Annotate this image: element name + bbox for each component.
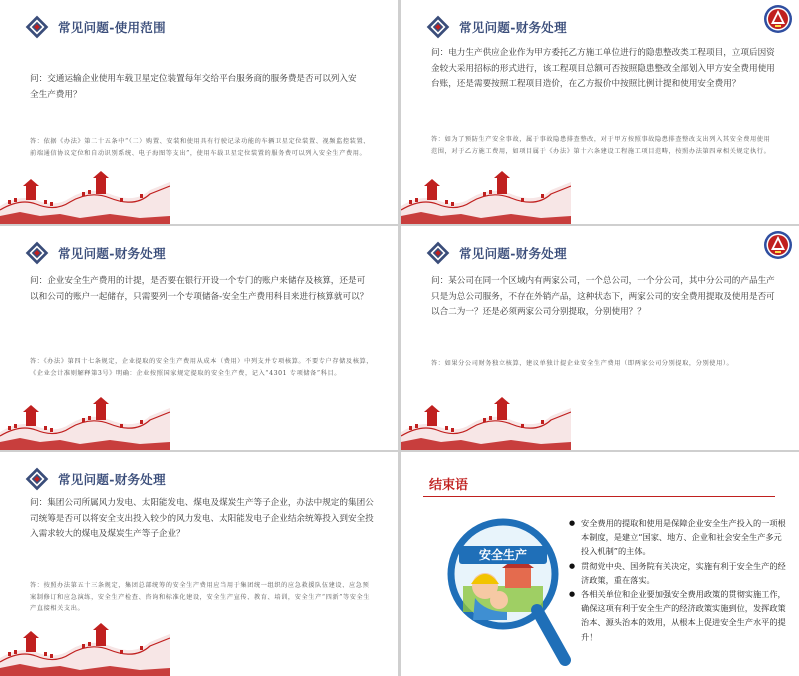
slide-1[interactable] xyxy=(0,0,398,224)
answer-text: 答：如为了预防生产安全事故，属于事故隐患排查整改，对于甲方按照事故隐患排查整改支出列入其安全费用使用范围，对于乙方施工费用，如项目属于《办法》第十六条建设工程施工项目范畴，按照办法第四章相关规定执行。 xyxy=(431,136,771,155)
slide-title: 常见问题-财务处理 xyxy=(459,20,567,35)
diamond-bullet-icon xyxy=(425,14,451,40)
badge-text: 安全生产 xyxy=(478,548,528,562)
conclusion-bullet-list xyxy=(569,516,789,644)
title-divider xyxy=(423,496,775,497)
answer-text: 答：按照办法第五十三条规定，集团总部统筹的安全生产费用应当用于集团统一组织的应急救援队伍建设、应急预案制修订和应急演练，安全生产检查、咨询和标准化建设，安全生产宣传、教育、培训，安全生产“四新”等安全生产直接相关支出。 xyxy=(30,582,371,612)
great-wall-icon xyxy=(0,390,170,450)
slide-header xyxy=(425,240,567,266)
slide-3[interactable] xyxy=(0,226,398,450)
safety-emblem-icon xyxy=(763,230,793,260)
bullet-item: ● 各相关单位和企业要加强安全费用政策的贯彻实施工作，确保这项有利于安全生产的经济政策实施到位，发挥政策治本、源头治本的效用，从根本上促进安全生产水平的提升！ xyxy=(569,587,789,644)
question-text: 问：集团公司所属风力发电、太阳能发电、煤电及煤炭生产等子企业，办法中规定的集团公司统筹是否可以将安全支出投入较少的风力发电、太阳能发电子企业结余统筹投入到安全投入需求较大的煤电及煤炭生产等子企业？ xyxy=(30,498,374,539)
answer-text: 答：《办法》第四十七条规定，企业提取的安全生产费用从成本（费用）中列支并专项核算。不要专户存储及核算，《企业会计准则解释第3号》明确：企业按照国家规定提取的安全生产费，记入“4301 专项储备”科目。 xyxy=(30,358,374,377)
slide-header xyxy=(425,14,567,40)
slide-header xyxy=(24,466,166,492)
answer-text: 答：依据《办法》第二十五条中“（二）购置、安装和使用具有行驶记录功能的车辆卫星定位装置、视频监控装置、前端通信协议定位和自动识别系统、电子海图等支出”，使用车载卫星定位装置的服务费可以列入安全生产费用。 xyxy=(30,138,371,157)
diamond-bullet-icon xyxy=(24,240,50,266)
slide-title: 常见问题-财务处理 xyxy=(459,246,567,261)
great-wall-icon xyxy=(0,164,170,224)
bullet-item: ● 贯彻党中央、国务院有关决定，实施有利于安全生产的经济政策，重在落实。 xyxy=(569,559,789,587)
great-wall-icon xyxy=(0,616,170,676)
great-wall-icon xyxy=(401,390,571,450)
diamond-bullet-icon xyxy=(425,240,451,266)
slide-header xyxy=(24,14,166,40)
conclusion-title: 结束语 xyxy=(429,478,469,493)
bullet-item: ● 安全费用的提取和使用是保障企业安全生产投入的一项根本制度，是建立“国家、地方、企业和社会安全生产多元投入机制”的主体。 xyxy=(569,516,789,559)
slide-title: 常见问题-使用范围 xyxy=(58,20,166,35)
slide-4[interactable] xyxy=(401,226,799,450)
slide-title: 常见问题-财务处理 xyxy=(58,246,166,261)
slide-6-conclusion[interactable] xyxy=(401,452,799,676)
diamond-bullet-icon xyxy=(24,466,50,492)
question-text: 问：交通运输企业使用车载卫星定位装置每年交给平台服务商的服务费是否可以列入安全生产费用？ xyxy=(30,74,357,100)
great-wall-icon xyxy=(401,164,571,224)
safety-emblem-icon xyxy=(763,4,793,34)
slide-title: 常见问题-财务处理 xyxy=(58,472,166,487)
slide-2[interactable] xyxy=(401,0,799,224)
slide-5[interactable] xyxy=(0,452,398,676)
question-text: 问：企业安全生产费用的计提，是否要在银行开设一个专门的账户来储存及核算，还是可以和公司的账户一起储存，只需要列一个专项储备-安全生产费用科目来进行核算就可以？ xyxy=(30,276,369,302)
slide-header xyxy=(24,240,166,266)
question-text: 问：电力生产供应企业作为甲方委托乙方施工单位进行的隐患整改类工程项目，立项后因资金较大采用招标的形式进行，该工程项目总额可否按照隐患整改全部划入甲方安全费用使用台账，还是需要按照工程项目造价，在乙方报价中按照比例计提和使用安全费用？ xyxy=(431,48,775,89)
safety-magnifier-illustration xyxy=(445,512,575,672)
answer-text: 答：如果分公司财务独立核算，建议单独计提企业安全生产费用（即两家公司分别提取，分别使用）。 xyxy=(431,360,734,367)
question-text: 问：某公司在同一个区域内有两家公司，一个总公司，一个分公司，其中分公司的产品生产只是为总公司服务，不存在外销产品，这种状态下，两家公司的安全费用提取及使用是否可以合二为一？还是必须两家公司分别提取，分别使用？？ xyxy=(431,276,775,317)
diamond-bullet-icon xyxy=(24,14,50,40)
